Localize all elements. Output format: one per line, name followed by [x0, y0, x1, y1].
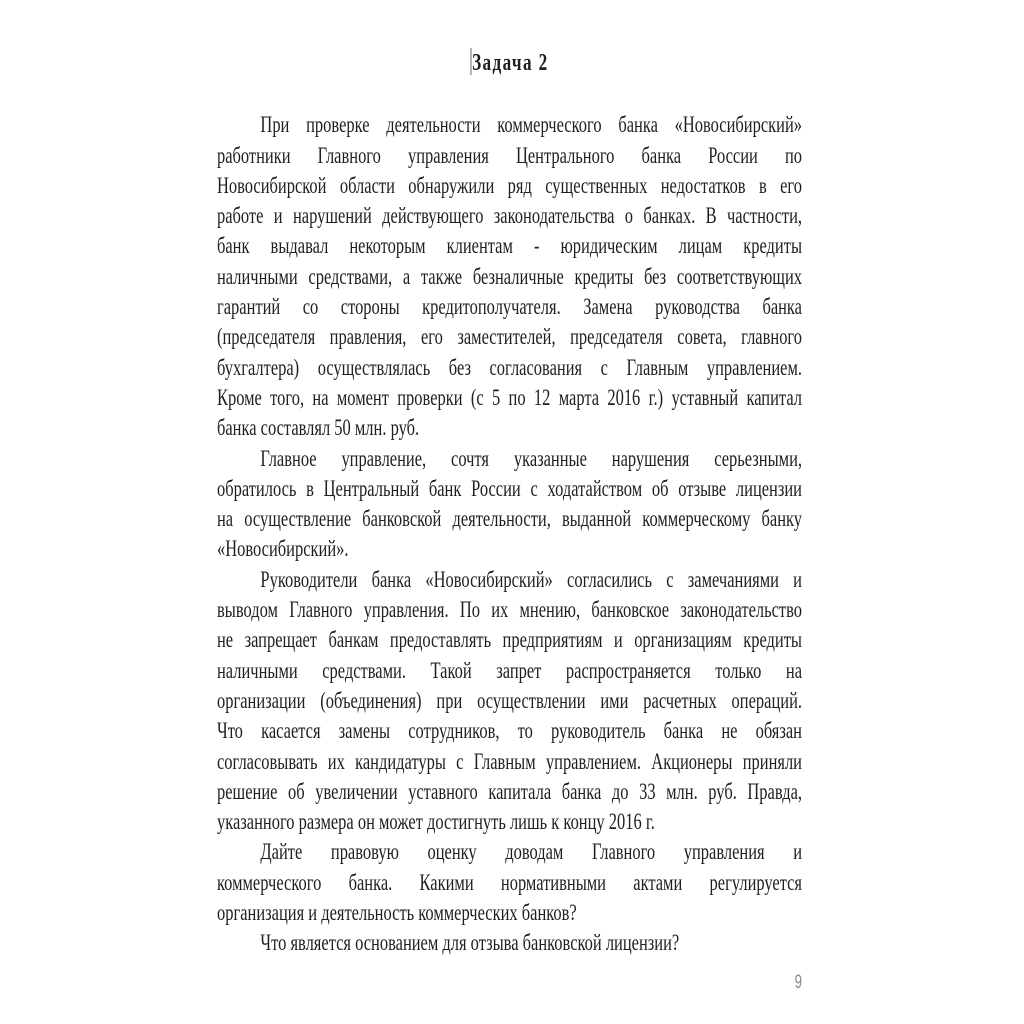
text-line[interactable]: Что касается замены сотрудников, то руководитель банка не обязан	[217, 718, 803, 745]
text-line[interactable]: Кроме того, на момент проверки (с 5 по 12 марта 2016 г.) уставный капитал	[217, 384, 803, 411]
text-line[interactable]: на осуществление банковской деятельности, выданной коммерческому банку	[217, 506, 803, 533]
text-line[interactable]: Что является основанием для отзыва банковской лицензии?	[260, 930, 680, 957]
page-number: 9	[794, 971, 803, 993]
text-line[interactable]: «Новосибирский».	[217, 536, 349, 563]
text-line[interactable]: гарантий со стороны кредитополучателя. Замена руководства банка	[217, 294, 803, 321]
text-line[interactable]: указанного размера он может достигнуть лишь к концу 2016 г.	[217, 809, 655, 836]
text-line[interactable]: банк выдавал некоторым клиентам - юридическим лицам кредиты	[217, 233, 803, 260]
text-line[interactable]: согласовывать их кандидатуры с Главным управлением. Акционеры приняли	[217, 748, 803, 775]
page-title-text: Задача 2	[472, 49, 549, 76]
text-line[interactable]: работе и нарушений действующего законодательства о банках. В частности,	[217, 203, 803, 230]
text-line[interactable]: решение об увеличении уставного капитала банка до 33 млн. руб. Правда,	[217, 778, 803, 805]
text-block	[217, 48, 802, 994]
document-body	[217, 110, 802, 958]
text-line[interactable]: организации (объединения) при осуществлении ими расчетных операций.	[217, 687, 803, 714]
text-line[interactable]: не запрещает банкам предоставлять предприятиям и организациям кредиты	[217, 627, 803, 654]
text-line[interactable]: работники Главного управления Центрального банка России по	[217, 142, 803, 169]
text-line[interactable]: Дайте правовую оценку доводам Главного управления и	[260, 839, 803, 866]
text-line[interactable]: Главное управление, сочтя указанные нарушения серьезными,	[260, 445, 803, 472]
text-line[interactable]: коммерческого банка. Какими нормативными актами регулируется	[217, 869, 803, 896]
text-line[interactable]: бухгалтера) осуществлялась без согласования с Главным управлением.	[217, 354, 803, 381]
text-line[interactable]: организация и деятельность коммерческих банков?	[217, 900, 577, 927]
text-line[interactable]: наличными средствами. Такой запрет распространяется только на	[217, 657, 803, 684]
text-line[interactable]: обратилось в Центральный банк России с ходатайством об отзыве лицензии	[217, 475, 803, 502]
text-line[interactable]: наличными средствами, а также безналичные кредиты без соответствующих	[217, 263, 803, 290]
text-line[interactable]: выводом Главного управления. По их мнению, банковское законодательство	[217, 597, 803, 624]
text-line[interactable]: (председателя правления, его заместителей, председателя совета, главного	[217, 324, 803, 351]
text-line[interactable]: Новосибирской области обнаружили ряд существенных недостатков в его	[217, 172, 803, 199]
page-title[interactable]	[217, 48, 802, 78]
text-line[interactable]: банка составлял 50 млн. руб.	[217, 415, 420, 442]
text-line[interactable]: При проверке деятельности коммерческого банка «Новосибирский»	[260, 112, 803, 139]
text-line[interactable]: Руководители банка «Новосибирский» согласились с замечаниями и	[260, 566, 803, 593]
